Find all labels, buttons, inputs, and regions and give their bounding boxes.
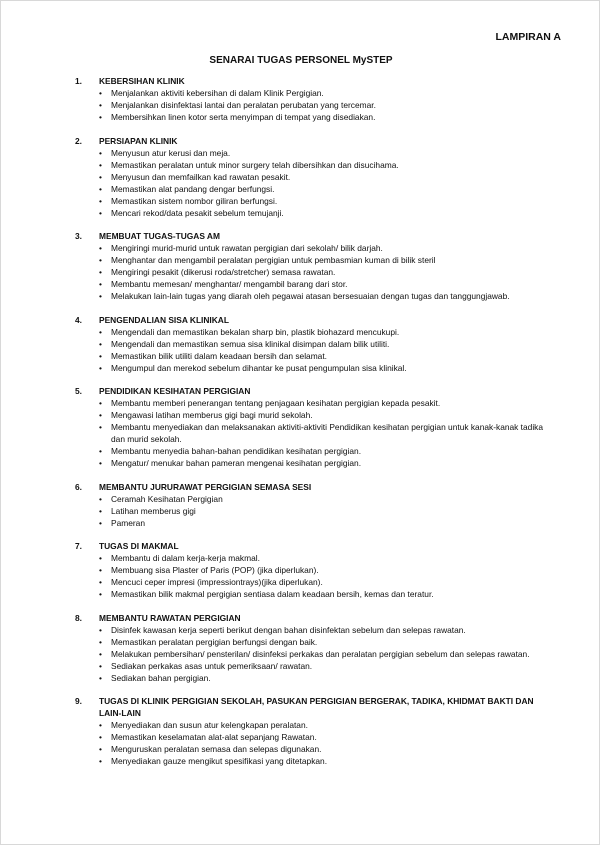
list-item-text: Mengiringi murid-murid untuk rawatan pergigian dari sekolah/ bilik darjah.: [111, 243, 383, 253]
bullet-icon: •: [99, 207, 102, 218]
section-item-list: [75, 87, 545, 123]
list-item-text: Mengendali dan memastikan bekalan sharp bin, plastik biohazard mencukupi.: [111, 326, 400, 337]
bullet-icon: •: [99, 338, 102, 349]
list-item: [99, 326, 545, 338]
list-item-text: Menjalankan aktiviti kebersihan di dalam Klinik Pergigian.: [111, 88, 324, 98]
list-item: [99, 731, 545, 743]
list-item-text: Ceramah Kesihatan Pergigian: [111, 493, 223, 504]
list-item-text: Mengendali dan memastikan semua sisa klinikal disimpan dalam bilik utiliti.: [111, 338, 390, 349]
section-item-list: [75, 326, 545, 374]
section-heading: [75, 695, 545, 719]
section-heading: [75, 481, 545, 493]
list-item: [99, 207, 545, 219]
list-item-text: Menghantar dan mengambil peralatan pergigian untuk pembasmian kuman di bilik steril: [111, 255, 436, 265]
list-item: [99, 87, 545, 99]
list-item-text: Melakukan lain-lain tugas yang diarah oleh pegawai atasan bersesuaian dengan tugas dan tanggungjawab.: [111, 291, 510, 301]
section-heading: [75, 230, 545, 242]
list-item-text: Memastikan alat pandang dengar berfungsi.: [111, 183, 275, 194]
bullet-icon: •: [99, 744, 102, 754]
list-item: [99, 421, 545, 445]
list-item: [99, 159, 545, 171]
bullet-icon: •: [99, 88, 102, 98]
list-item-text: Menjalankan disinfektasi lantai dan peralatan perubatan yang tercemar.: [111, 100, 376, 110]
duty-section: [75, 612, 545, 684]
bullet-icon: •: [99, 505, 102, 516]
list-item: [99, 242, 545, 254]
bullet-icon: •: [99, 195, 102, 206]
duty-section: [75, 481, 545, 529]
list-item: [99, 99, 545, 111]
bullet-icon: •: [99, 446, 102, 456]
list-item-text: Mengawasi latihan memberus gigi bagi murid sekolah.: [111, 410, 313, 420]
list-item: [99, 457, 545, 469]
bullet-icon: •: [99, 458, 102, 468]
list-item: [99, 362, 545, 374]
bullet-icon: •: [99, 672, 102, 683]
list-item-text: Membantu memesan/ menghantar/ mengambil barang dari stor.: [111, 279, 348, 289]
list-item: [99, 445, 545, 457]
list-item: [99, 350, 545, 362]
list-item-text: Menyusun dan memfailkan kad rawatan pesakit.: [111, 171, 291, 182]
list-item: [99, 195, 545, 207]
bullet-icon: •: [99, 732, 102, 742]
bullet-icon: •: [99, 147, 102, 158]
duty-section: [75, 135, 545, 219]
list-item-text: Mengatur/ menukar bahan pameran mengenai kesihatan pergigian.: [111, 458, 362, 468]
bullet-icon: •: [99, 350, 102, 361]
list-item: [99, 147, 545, 159]
bullet-icon: •: [99, 398, 102, 408]
list-item-text: Sediakan bahan pergigian.: [111, 672, 211, 683]
duty-section: [75, 230, 545, 302]
list-item-text: Melakukan pembersihan/ pensterilan/ disinfeksi perkakas dan peralatan pergigian sebelum dan selepas rawatan.: [111, 648, 530, 659]
bullet-icon: •: [99, 326, 102, 337]
list-item: [99, 493, 545, 505]
list-item-text: Memastikan bilik makmal pergigian sentiasa dalam keadaan bersih, kemas dan teratur.: [111, 589, 434, 599]
bullet-icon: •: [99, 636, 102, 647]
list-item-text: Latihan memberus gigi: [111, 505, 196, 516]
section-title: PENGENDALIAN SISA KLINIKAL: [99, 314, 229, 325]
list-item-text: Sediakan perkakas asas untuk pemeriksaan/ rawatan.: [111, 660, 313, 671]
section-heading: [75, 75, 545, 87]
list-item: [99, 111, 545, 123]
list-item-text: Membantu menyedia bahan-bahan pendidikan kesihatan pergigian.: [111, 446, 362, 456]
list-item-text: Menguruskan peralatan semasa dan selepas digunakan.: [111, 744, 322, 754]
section-title: PERSIAPAN KLINIK: [99, 135, 178, 146]
section-item-list: [75, 397, 545, 469]
list-item-text: Disinfek kawasan kerja seperti berikut dengan bahan disinfektan sebelum dan selepas rawatan.: [111, 624, 466, 635]
section-title: TUGAS DI MAKMAL: [99, 541, 179, 551]
duty-section: [75, 695, 545, 767]
appendix-label: LAMPIRAN A: [495, 31, 561, 43]
section-number: 2.: [75, 135, 82, 146]
list-item: [99, 588, 545, 600]
list-item-text: Memastikan peralatan pergigian berfungsi dengan baik.: [111, 636, 318, 647]
list-item-text: Mencari rekod/data pesakit sebelum temujanji.: [111, 207, 284, 218]
section-number: 9.: [75, 696, 82, 706]
list-item-text: Mengumpul dan merekod sebelum dihantar ke pusat pengumpulan sisa klinikal.: [111, 362, 407, 373]
list-item: [99, 624, 545, 636]
section-item-list: [75, 552, 545, 600]
section-item-list: [75, 719, 545, 767]
bullet-icon: •: [99, 660, 102, 671]
bullet-icon: •: [99, 100, 102, 110]
section-number: 8.: [75, 612, 82, 623]
list-item: [99, 636, 545, 648]
section-title: PENDIDIKAN KESIHATAN PERGIGIAN: [99, 386, 251, 396]
list-item: [99, 409, 545, 421]
section-title: TUGAS DI KLINIK PERGIGIAN SEKOLAH, PASUKAN PERGIGIAN BERGERAK, TADIKA, KHIDMAT BAKTI DAN LAIN-LAIN: [99, 696, 534, 718]
list-item-text: Membersihkan linen kotor serta menyimpan di tempat yang disediakan.: [111, 112, 376, 122]
list-item-text: Memastikan bilik utiliti dalam keadaan bersih dan selamat.: [111, 350, 327, 361]
document-title: SENARAI TUGAS PERSONEL MySTEP: [209, 55, 393, 66]
section-title: MEMBUAT TUGAS-TUGAS AM: [99, 231, 220, 241]
section-item-list: [75, 493, 545, 529]
duty-section: [75, 385, 545, 469]
section-number: 6.: [75, 481, 82, 492]
bullet-icon: •: [99, 577, 102, 587]
section-heading: [75, 385, 545, 397]
list-item-text: Membantu memberi penerangan tentang penjagaan kesihatan pergigian kepada pesakit.: [111, 398, 441, 408]
bullet-icon: •: [99, 624, 102, 635]
bullet-icon: •: [99, 648, 102, 659]
list-item-text: Membantu menyediakan dan melaksanakan aktiviti-aktiviti Pendidikan kesihatan pergigian untuk kanak-kanak tadika dan murid sekolah.: [111, 422, 544, 444]
section-item-list: [75, 147, 545, 219]
list-item: [99, 505, 545, 517]
bullet-icon: •: [99, 171, 102, 182]
list-item: [99, 278, 545, 290]
list-item-text: Menyediakan dan susun atur kelengkapan peralatan.: [111, 720, 308, 730]
list-item-text: Membuang sisa Plaster of Paris (POP) (jika diperlukan).: [111, 565, 319, 575]
duty-section: [75, 75, 545, 123]
bullet-icon: •: [99, 279, 102, 289]
list-item: [99, 254, 545, 266]
section-number: 4.: [75, 314, 82, 325]
section-number: 5.: [75, 386, 82, 396]
bullet-icon: •: [99, 422, 102, 432]
bullet-icon: •: [99, 493, 102, 504]
list-item: [99, 552, 545, 564]
duty-section: [75, 314, 545, 374]
list-item: [99, 183, 545, 195]
bullet-icon: •: [99, 112, 102, 122]
list-item: [99, 171, 545, 183]
section-number: 7.: [75, 541, 82, 551]
list-item: [99, 576, 545, 588]
bullet-icon: •: [99, 410, 102, 420]
bullet-icon: •: [99, 565, 102, 575]
list-item: [99, 290, 545, 302]
bullet-icon: •: [99, 183, 102, 194]
list-item: [99, 660, 545, 672]
section-title: MEMBANTU JURURAWAT PERGIGIAN SEMASA SESI: [99, 481, 312, 492]
bullet-icon: •: [99, 589, 102, 599]
list-item-text: Mengiringi pesakit (dikerusi roda/stretcher) semasa rawatan.: [111, 267, 336, 277]
list-item-text: Menyediakan gauze mengikut spesifikasi yang ditetapkan.: [111, 756, 328, 766]
section-number: 1.: [75, 76, 82, 86]
section-number: 3.: [75, 231, 82, 241]
list-item: [99, 564, 545, 576]
bullet-icon: •: [99, 720, 102, 730]
list-item-text: Memastikan peralatan untuk minor surgery telah dibersihkan dan disucihama.: [111, 159, 399, 170]
list-item: [99, 338, 545, 350]
section-heading: [75, 135, 545, 147]
section-heading: [75, 612, 545, 624]
list-item: [99, 743, 545, 755]
list-item: [99, 266, 545, 278]
bullet-icon: •: [99, 291, 102, 301]
list-item-text: Pameran: [111, 517, 145, 528]
bullet-icon: •: [99, 756, 102, 766]
bullet-icon: •: [99, 553, 102, 563]
list-item-text: Mencuci ceper impresi (impressiontrays)(jika diperlukan).: [111, 577, 323, 587]
duty-sections: [75, 75, 545, 779]
section-heading: [75, 540, 545, 552]
section-item-list: [75, 242, 545, 302]
duty-section: [75, 540, 545, 600]
bullet-icon: •: [99, 362, 102, 373]
section-item-list: [75, 624, 545, 684]
section-title: KEBERSIHAN KLINIK: [99, 76, 185, 86]
list-item: [99, 397, 545, 409]
bullet-icon: •: [99, 267, 102, 277]
list-item-text: Menyusun atur kerusi dan meja.: [111, 147, 231, 158]
section-title: MEMBANTU RAWATAN PERGIGIAN: [99, 612, 241, 623]
list-item: [99, 648, 545, 660]
list-item: [99, 517, 545, 529]
list-item-text: Memastikan keselamatan alat-alat sepanjang Rawatan.: [111, 732, 317, 742]
list-item: [99, 672, 545, 684]
list-item: [99, 719, 545, 731]
list-item: [99, 755, 545, 767]
bullet-icon: •: [99, 517, 102, 528]
section-heading: [75, 314, 545, 326]
list-item-text: Membantu di dalam kerja-kerja makmal.: [111, 553, 260, 563]
list-item-text: Memastikan sistem nombor giliran berfungsi.: [111, 195, 278, 206]
bullet-icon: •: [99, 159, 102, 170]
bullet-icon: •: [99, 255, 102, 265]
bullet-icon: •: [99, 243, 102, 253]
